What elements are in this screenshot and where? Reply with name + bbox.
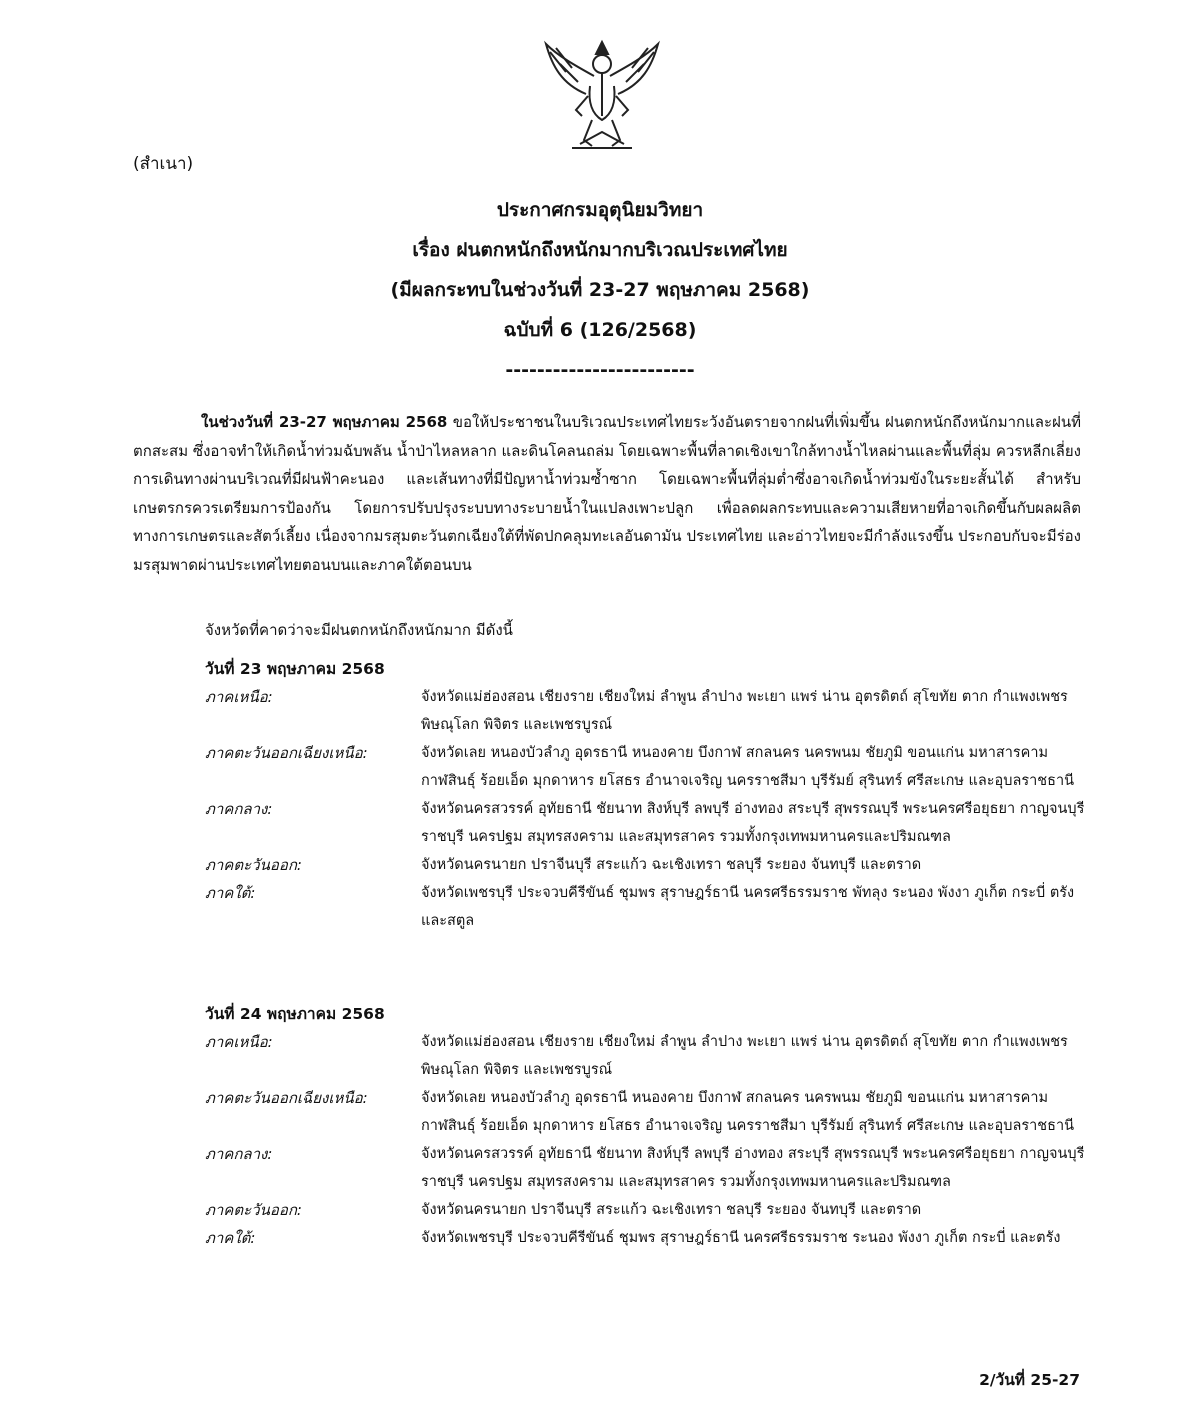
region-row [205, 1028, 1085, 1084]
region-name: ภาคกลาง: [205, 800, 273, 818]
region-name: ภาคเหนือ: [205, 688, 273, 706]
region-row [205, 739, 1085, 795]
day-title: วันที่ 23 พฤษภาคม 2568 [205, 660, 385, 678]
region-row [205, 879, 1085, 935]
region-row [205, 851, 1085, 879]
copy-mark: (สำเนา) [133, 154, 194, 174]
region-name: ภาคตะวันออกเฉียงเหนือ: [205, 1089, 368, 1107]
announcement-title: ประกาศกรมอุตุนิยมวิทยา [496, 199, 704, 221]
region-name: ภาคใต้: [205, 884, 256, 902]
day-section-23 [205, 655, 1085, 935]
region-name: ภาคตะวันออก: [205, 856, 302, 874]
region-row [205, 683, 1085, 739]
provinces-intro: จังหวัดที่คาดว่าจะมีฝนตกหนักถึงหนักมาก มีดังนี้ [205, 621, 513, 639]
region-provinces: จังหวัดแม่ฮ่องสอน เชียงราย เชียงใหม่ ลำพูน ลำปาง พะเยา แพร่ น่าน อุตรดิตถ์ สุโขทัย ตาก กำแพงเพชร พิษณุโลก พิจิตร และเพชรบูรณ์ [421, 689, 1068, 733]
effective-period: (มีผลกระทบในช่วงวันที่ 23-27 พฤษภาคม 2568) [390, 279, 810, 301]
body-text: ขอให้ประชาชนในบริเวณประเทศไทยระวังอันตรายจากฝนที่เพิ่มขึ้น ฝนตกหนักถึงหนักมากและฝนที่ตกสะสม ซึ่งอาจทำให้เกิดน้ำท่วมฉับพลัน น้ำป่าไหลหลาก และดินโคลนถล่ม โดยเฉพาะพื้นที่ลาดเชิงเขาใกล้ทางน้ำไหลผ่านและพื้นที่ลุ่ม ควรหลีกเลี่ยงการเดินทางผ่านบริเวณที่มีฝนฟ้าคะนอง และเส้นทางที่มีปัญหาน้ำท่วมซ้ำซาก โดยเฉพาะพื้นที่ลุ่มต่ำซึ่งอาจเกิดน้ำท่วมขังในระยะสั้นได้ สำหรับเกษตรกรควรเตรียมการป้องกัน โดยการปรับปรุงระบบทางระบายน้ำในแปลงเพาะปลูก เพื่อลดผลกระทบและความเสียหายที่อาจเกิดขึ้นกับผลผลิตทางการเกษตรและสัตว์เลี้ยง เนื่องจากมรสุมตะวันตกเฉียงใต้ที่พัดปกคลุมทะเลอันดามัน ประเทศไทย และอ่าวไทยจะมีกำลังแรงขึ้น ประกอบกับจะมีร่องมรสุมพาดผ่านประเทศไทยตอนบนและภาคใต้ตอนบน [133, 413, 1081, 574]
region-provinces: จังหวัดนครสวรรค์ อุทัยธานี ชัยนาท สิงห์บุรี ลพบุรี อ่างทอง สระบุรี สุพรรณบุรี พระนครศรีอยุธยา กาญจนบุรี ราชบุรี นครปฐม สมุทรสงคราม และสมุทรสาคร รวมทั้งกรุงเทพมหานครและปริมณฑล [421, 801, 1085, 845]
announcement-body [133, 408, 1081, 580]
region-provinces: จังหวัดเลย หนองบัวลำภู อุดรธานี หนองคาย บึงกาฬ สกลนคร นครพนม ชัยภูมิ ขอนแก่น มหาสารคาม กาฬสินธุ์ ร้อยเอ็ด มุกดาหาร ยโสธร อำนาจเจริญ นครราชสีมา บุรีรัมย์ สุรินทร์ ศรีสะเกษ และอุบลราชธานี [421, 1090, 1075, 1134]
region-name: ภาคใต้: [205, 1229, 256, 1247]
region-name: ภาคเหนือ: [205, 1033, 273, 1051]
title-divider: ------------------------ [505, 359, 695, 381]
continued-page-note: 2/วันที่ 25-27 [979, 1371, 1080, 1389]
region-provinces: จังหวัดเพชรบุรี ประจวบคีรีขันธ์ ชุมพร สุราษฎร์ธานี นครศรีธรรมราช พัทลุง ระนอง พังงา ภูเก็ต กระบี่ ตรัง และสตูล [421, 885, 1075, 929]
announcement-title-block [0, 190, 1200, 390]
region-provinces: จังหวัดแม่ฮ่องสอน เชียงราย เชียงใหม่ ลำพูน ลำปาง พะเยา แพร่ น่าน อุตรดิตถ์ สุโขทัย ตาก กำแพงเพชร พิษณุโลก พิจิตร และเพชรบูรณ์ [421, 1034, 1068, 1078]
region-provinces: จังหวัดนครนายก ปราจีนบุรี สระแก้ว ฉะเชิงเทรา ชลบุรี ระยอง จันทบุรี และตราด [421, 857, 922, 873]
garuda-emblem-icon [536, 36, 668, 154]
region-name: ภาคกลาง: [205, 1145, 273, 1163]
region-provinces: จังหวัดนครนายก ปราจีนบุรี สระแก้ว ฉะเชิงเทรา ชลบุรี ระยอง จันทบุรี และตราด [421, 1202, 922, 1218]
body-lead: ในช่วงวันที่ 23-27 พฤษภาคม 2568 [201, 413, 448, 431]
announcement-subject: เรื่อง ฝนตกหนักถึงหนักมากบริเวณประเทศไทย [412, 239, 788, 261]
day-section-24 [205, 1000, 1085, 1252]
region-row [205, 1224, 1085, 1252]
region-name: ภาคตะวันออกเฉียงเหนือ: [205, 744, 368, 762]
region-row [205, 1196, 1085, 1224]
region-provinces: จังหวัดเพชรบุรี ประจวบคีรีขันธ์ ชุมพร สุราษฎร์ธานี นครศรีธรรมราช ระนอง พังงา ภูเก็ต กระบี่ และตรัง [421, 1230, 1061, 1246]
region-provinces: จังหวัดเลย หนองบัวลำภู อุดรธานี หนองคาย บึงกาฬ สกลนคร นครพนม ชัยภูมิ ขอนแก่น มหาสารคาม กาฬสินธุ์ ร้อยเอ็ด มุกดาหาร ยโสธร อำนาจเจริญ นครราชสีมา บุรีรัมย์ สุรินทร์ ศรีสะเกษ และอุบลราชธานี [421, 745, 1075, 789]
region-provinces: จังหวัดนครสวรรค์ อุทัยธานี ชัยนาท สิงห์บุรี ลพบุรี อ่างทอง สระบุรี สุพรรณบุรี พระนครศรีอยุธยา กาญจนบุรี ราชบุรี นครปฐม สมุทรสงคราม และสมุทรสาคร รวมทั้งกรุงเทพมหานครและปริมณฑล [421, 1146, 1085, 1190]
day-title: วันที่ 24 พฤษภาคม 2568 [205, 1005, 385, 1023]
region-name: ภาคตะวันออก: [205, 1201, 302, 1219]
issue-number: ฉบับที่ 6 (126/2568) [503, 319, 697, 341]
region-row [205, 1140, 1085, 1196]
region-row [205, 795, 1085, 851]
region-row [205, 1084, 1085, 1140]
